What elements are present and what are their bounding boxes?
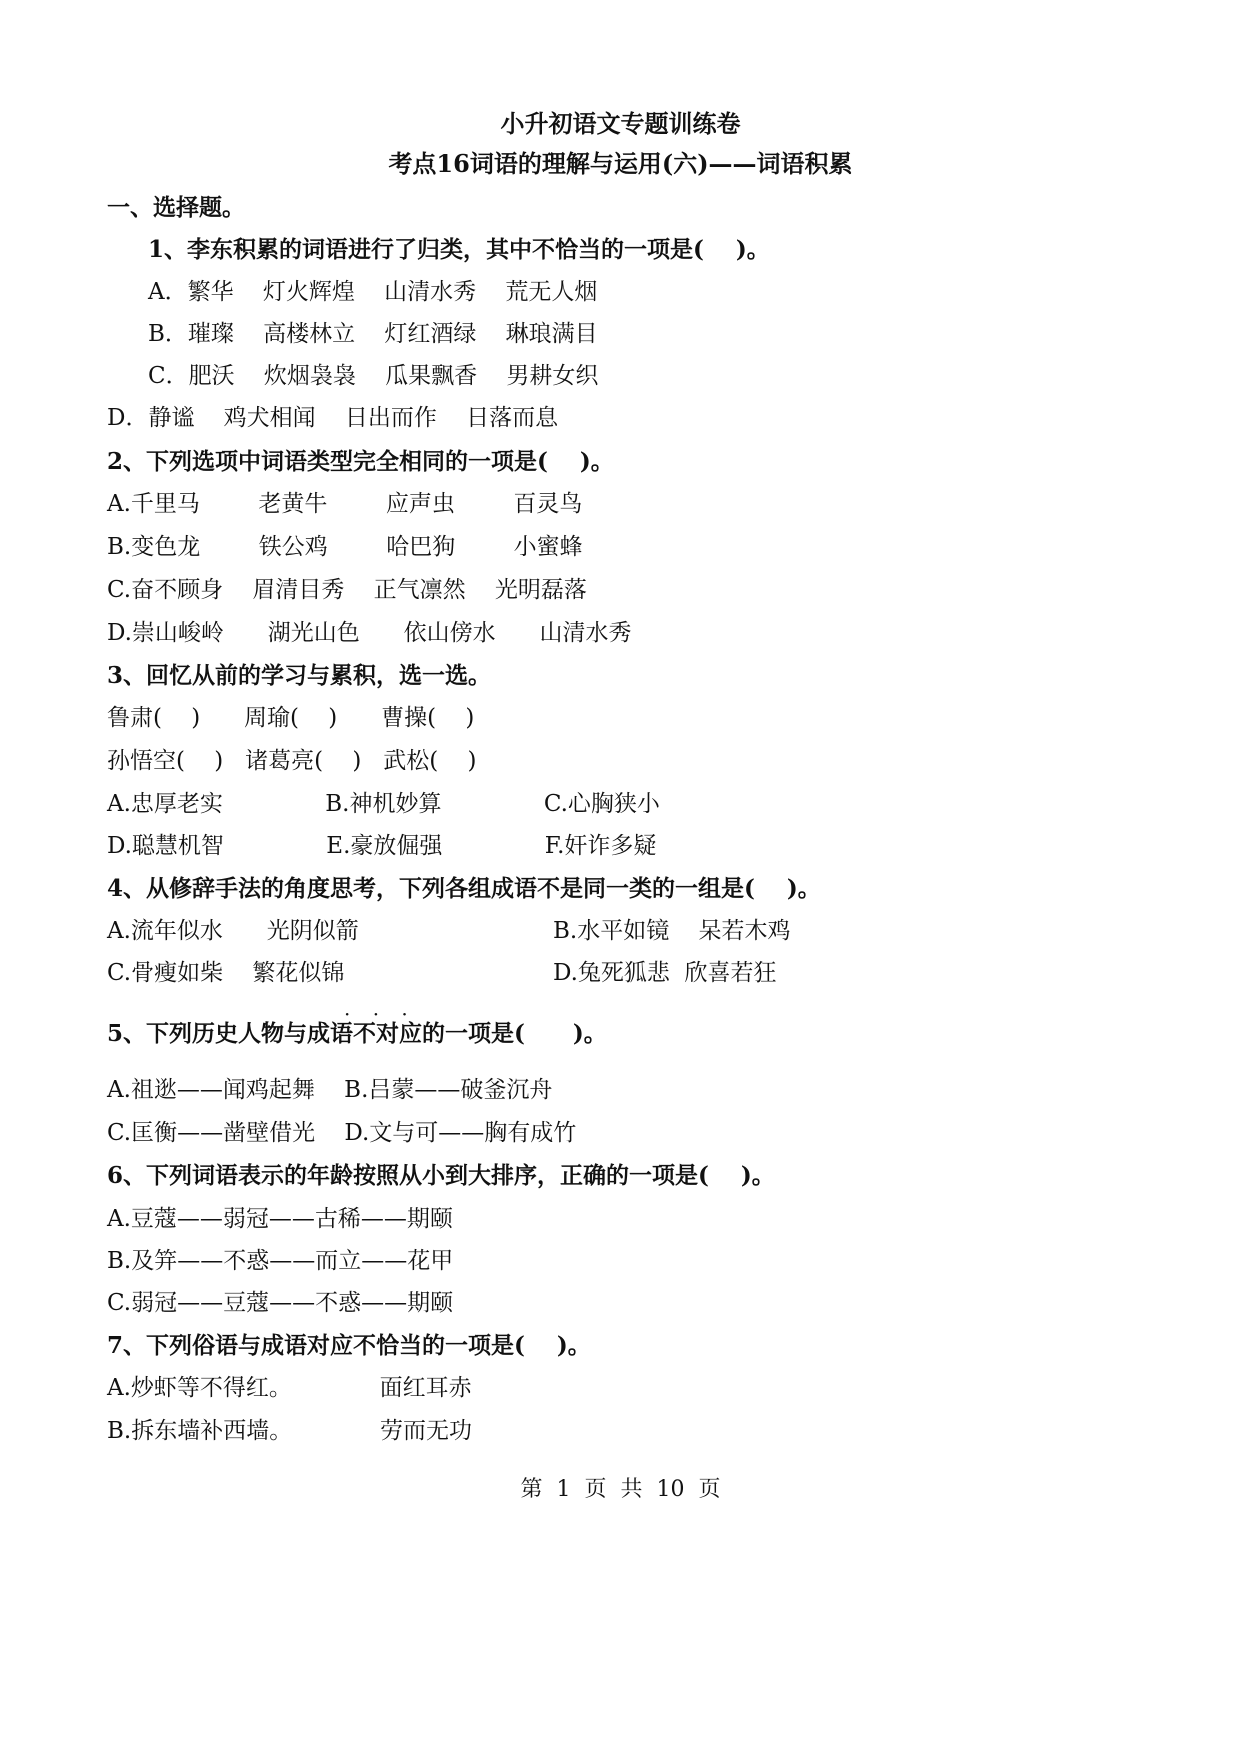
question-2-stem: 2、下列选项中词语类型完全相同的一项是( )。 — [107, 448, 614, 475]
question-4-option-d: D.兔死狐悲 欣喜若狂 — [553, 960, 777, 986]
question-3-options-2: D.聪慧机智 E.豪放倔强 F.奸诈多疑 — [107, 833, 657, 859]
question-7-option-a: A.炒虾等不得红。 面红耳赤 — [107, 1375, 472, 1401]
question-2-option-b: B.变色龙 铁公鸡 哈巴狗 小蜜蜂 — [107, 534, 583, 560]
question-7-option-b: B.拆东墙补西墙。 劳而无功 — [107, 1418, 472, 1444]
question-2-option-c: C.奋不顾身 眉清目秀 正气凛然 光明磊落 — [107, 577, 587, 603]
section-heading: 一、选择题。 — [107, 194, 245, 221]
question-4-option-a: A.流年似水 光阴似箭 — [107, 918, 359, 944]
question-1-option-d: D．静谧 鸡犬相闻 日出而作 日落而息 — [107, 405, 559, 431]
question-3-options-1: A.忠厚老实 B.神机妙算 C.心胸狭小 — [107, 791, 660, 817]
question-3-row-1: 鲁肃( ) 周瑜( ) 曹操( ) — [107, 705, 475, 731]
emphasis-dots: · · · — [344, 1002, 416, 1026]
page-subtitle: 考点16词语的理解与运用(六)——词语积累 — [388, 149, 853, 178]
question-1-option-c: C．肥沃 炊烟袅袅 瓜果飘香 男耕女织 — [148, 363, 599, 389]
question-4-option-c: C.骨瘦如柴 繁花似锦 — [107, 960, 345, 986]
question-2-option-a: A.千里马 老黄牛 应声虫 百灵鸟 — [107, 491, 583, 517]
question-6-option-c: C.弱冠——豆蔻——不惑——期颐 — [107, 1290, 454, 1316]
question-1-option-b: B．璀璨 高楼林立 灯红酒绿 琳琅满目 — [148, 321, 598, 347]
question-6-stem: 6、下列词语表示的年龄按照从小到大排序，正确的一项是( )。 — [107, 1162, 775, 1189]
question-6-option-a: A.豆蔻——弱冠——古稀——期颐 — [107, 1206, 453, 1232]
question-5-row-1: A.祖逖——闻鸡起舞 B.吕蒙——破釜沉舟 — [107, 1077, 553, 1103]
question-7-stem: 7、下列俗语与成语对应不恰当的一项是( )。 — [107, 1332, 591, 1359]
page-title: 小升初语文专题训练卷 — [500, 109, 741, 138]
question-3-stem: 3、回忆从前的学习与累积，选一选。 — [107, 662, 492, 689]
question-1-option-a: A．繁华 灯火辉煌 山清水秀 荒无人烟 — [148, 279, 598, 305]
question-1-stem: 1、李东积累的词语进行了归类，其中不恰当的一项是( )。 — [148, 236, 770, 263]
question-6-option-b: B.及笄——不惑——而立——花甲 — [107, 1248, 454, 1274]
question-3-row-2: 孙悟空( ) 诸葛亮( ) 武松( ) — [107, 748, 477, 774]
question-4-stem: 4、从修辞手法的角度思考，下列各组成语不是同一类的一组是( )。 — [107, 875, 821, 902]
question-4-option-b: B.水平如镜 呆若木鸡 — [553, 918, 791, 944]
question-2-option-d: D.崇山峻岭 湖光山色 依山傍水 山清水秀 — [107, 620, 632, 646]
question-5-stem: 5、下列历史人物与成语不对应的一项是( )。 — [107, 1020, 607, 1047]
page-footer: 第 1 页 共 10 页 — [520, 1477, 721, 1502]
question-5-row-2: C.匡衡——凿壁借光 D.文与可——胸有成竹 — [107, 1120, 577, 1146]
